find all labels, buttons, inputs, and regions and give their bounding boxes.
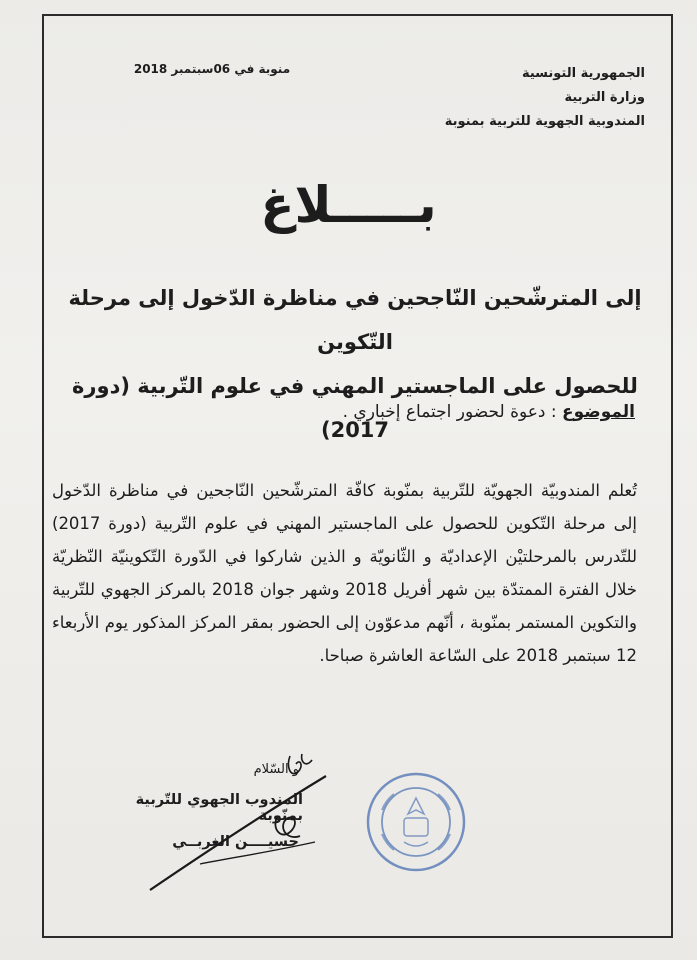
republic-name: الجمهورية التونسية bbox=[521, 66, 645, 81]
document-subtitle bbox=[60, 276, 650, 452]
handwritten-signature-icon bbox=[140, 746, 340, 896]
subject-line bbox=[215, 402, 635, 422]
closing-salutation: و السّلام bbox=[253, 762, 299, 777]
signatory-name: حسيــــن الغربــي bbox=[172, 834, 299, 850]
subtitle-line-1: إلى المترشّحين النّاجحين في مناظرة الدّخول إلى مرحلة التّكوين bbox=[68, 286, 642, 354]
subtitle-line-2: للحصول على الماجستير المهني في علوم التّربية (دورة 2017) bbox=[72, 374, 638, 442]
body-paragraph: تُعلم المندوبيّة الجهويّة للتّربية بمنّوبة كافّة المترشّحين النّاجحين في مناظرة الدّخول إلى مرحلة التّكوين للحصول على الماجستير المهني في علوم التّربية (دورة 2017) للتّدرس بالمرحلتيْن الإعداديّة و الثّانويّة و الذين شاركوا في الدّورة التّكوينيّة النّظريّة خلال الفترة الممتدّة بين شهر أفريل 2018 وشهر جوان 2018 بالمركز الجهوي للتّربية والتكوين المستمر بمنّوبة ، أنّهم مدعوّون إلى الحضور بمقر المركز المذكور يوم الأربعاء 12 سبتمبر 2018 على السّاعة العاشرة صباحا. bbox=[52, 481, 638, 665]
delegation-name: المندوبية الجهوية للتربية بمنوبة bbox=[444, 114, 645, 129]
signatory-title: المندوب الجهوي للتّربية بمنّوبة bbox=[135, 792, 303, 824]
subject-label: الموضوع bbox=[562, 402, 635, 422]
ministry-name: وزارة التربية bbox=[564, 90, 645, 105]
subject-text: : دعوة لحضور اجتماع إخباري . bbox=[342, 402, 557, 422]
letterhead bbox=[425, 62, 645, 134]
place-date: منوبة في 06سبتمبر 2018 bbox=[133, 62, 291, 76]
official-stamp-icon bbox=[364, 770, 468, 874]
document-title: بـــــلاغ bbox=[260, 176, 437, 234]
